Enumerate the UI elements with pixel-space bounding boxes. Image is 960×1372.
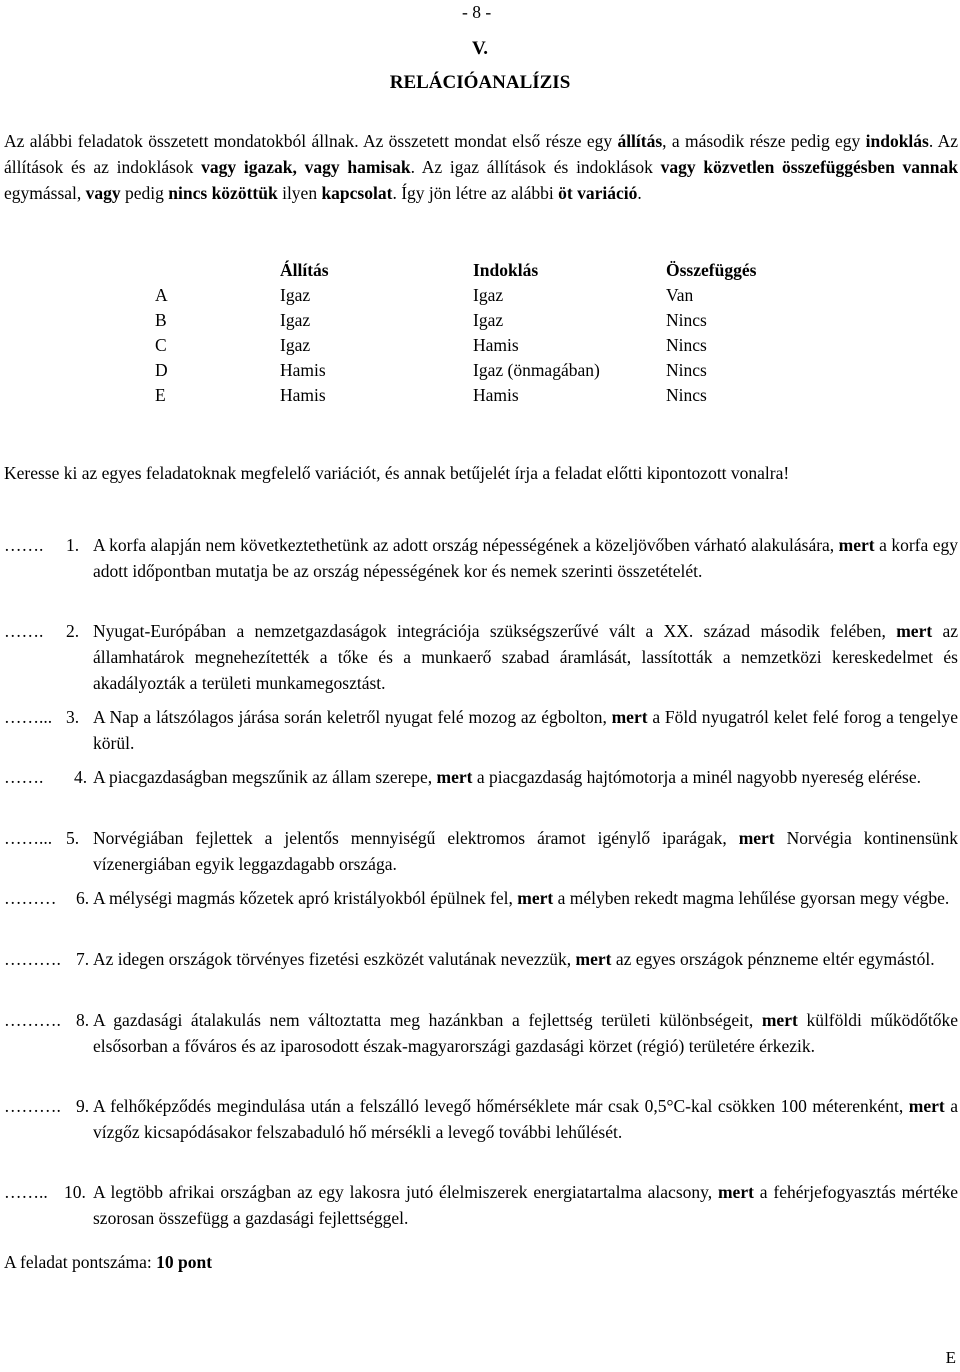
cell-osszefugges: Van <box>666 285 694 305</box>
question-item <box>4 764 958 790</box>
question-text: A gazdasági átalakulás nem változtatta meg hazánkban a fejlettség területi különbségeit, mert külföldi működőtőke elsősorban a főváros és az iparosodott észak-magyarországi gazdasági körzet (régió) területére érkezik. <box>93 1010 958 1056</box>
corner-mark: E <box>945 1348 956 1367</box>
variation-table <box>0 258 960 408</box>
answer-blank[interactable]: …….. <box>4 1182 48 1202</box>
question-item <box>4 1007 958 1059</box>
cell-osszefugges: Nincs <box>666 335 707 355</box>
cell-indoklas: Igaz <box>473 285 504 305</box>
question-number: 2. <box>66 621 80 641</box>
answer-blank[interactable]: ………. <box>4 1096 61 1116</box>
question-text: Az idegen országok törvényes fizetési eszközét valutának nevezzük, mert az egyes országok pénzneme eltér egymástól. <box>93 949 935 969</box>
question-number: 5. <box>66 828 80 848</box>
score-label: A feladat pontszáma: <box>4 1252 157 1272</box>
table-row <box>0 383 960 408</box>
question-item <box>4 825 958 877</box>
question-number: 3. <box>66 707 80 727</box>
answer-blank[interactable]: ……. <box>4 535 44 555</box>
row-letter: C <box>155 335 167 355</box>
question-text: A mélységi magmás kőzetek apró kristályokból épülnek fel, mert a mélyben rekedt magma lehűlése gyorsan megy végbe. <box>93 888 950 908</box>
cell-indoklas: Hamis <box>473 385 519 405</box>
question-item <box>4 1179 958 1231</box>
question-text: Norvégiában fejlettek a jelentős mennyiségű elektromos áramot igénylő iparágak, mert Norvégia kontinensünk vízenergiában egyik leggazdagabb országa. <box>93 828 958 874</box>
table-header-row <box>0 258 960 283</box>
cell-allitas: Igaz <box>280 335 311 355</box>
question-text: A piacgazdaságban megszűnik az állam szerepe, mert a piacgazdaság hajtómotorja a minél nagyobb nyereség elérése. <box>93 767 921 787</box>
cell-allitas: Igaz <box>280 285 311 305</box>
cell-allitas: Hamis <box>280 360 326 380</box>
cell-indoklas: Igaz (önmagában) <box>473 360 600 380</box>
page-number: - 8 - <box>462 2 492 22</box>
row-letter: E <box>155 385 166 405</box>
answer-blank[interactable]: ……... <box>4 707 53 727</box>
score-points: 10 pont <box>156 1252 213 1272</box>
question-item <box>4 704 958 756</box>
question-item <box>4 885 958 911</box>
question-text: A korfa alapján nem következtethetünk az adott ország népességének a közeljövőben várható alakulására, mert a korfa egy adott időpontban mutatja be az ország népességének kor és nemek szerinti összetételét. <box>93 535 958 581</box>
answer-blank[interactable]: ……. <box>4 621 44 641</box>
question-item <box>4 1093 958 1145</box>
table-row <box>0 333 960 358</box>
cell-allitas: Igaz <box>280 310 311 330</box>
question-number: 8. <box>76 1010 90 1030</box>
cell-indoklas: Igaz <box>473 310 504 330</box>
question-number: 7. <box>76 949 90 969</box>
answer-blank[interactable]: ……... <box>4 828 53 848</box>
question-text: Nyugat-Európában a nemzetgazdaságok integrációja szükségszerűvé vált a XX. század második felében, mert az államhatárok megnehezítették a tőke és a munkaerő szabad áramlását, lassították a nemzetközi kereskedelmet és akadályozták a területi munkamegosztást. <box>93 621 959 693</box>
question-number: 4. <box>74 767 88 787</box>
cell-indoklas: Hamis <box>473 335 519 355</box>
question-number: 6. <box>76 888 90 908</box>
intro-paragraph: Az alábbi feladatok összetett mondatokból állnak. Az összetett mondat első része egy állítás, a második része pedig egy indoklás. Az állítások és az indoklások vagy igazak, vagy hamisak. Az igaz állítások és indoklások vagy közvetlen összefüggésben vannak egymással, vagy pedig nincs közöttük ilyen kapcsolat. Így jön létre az alábbi öt variáció. <box>4 131 958 203</box>
question-item <box>4 532 958 584</box>
answer-blank[interactable]: ……. <box>4 767 44 787</box>
question-number: 9. <box>76 1096 90 1116</box>
table-row <box>0 308 960 333</box>
cell-osszefugges: Nincs <box>666 310 707 330</box>
question-number: 1. <box>66 535 80 555</box>
question-text: A Nap a látszólagos járása során keletről nyugat felé mozog az égbolton, mert a Föld nyugatról kelet felé forog a tengelye körül. <box>93 707 958 753</box>
chapter-number: V. <box>471 38 489 59</box>
table-row <box>0 358 960 383</box>
instruction-text: Keresse ki az egyes feladatoknak megfelelő variációt, és annak betűjelét írja a feladat előtti kipontozott vonalra! <box>4 463 790 483</box>
header-allitas: Állítás <box>280 260 329 280</box>
answer-blank[interactable]: ………. <box>4 949 61 969</box>
question-item <box>4 946 958 972</box>
question-text: A felhőképződés megindulása után a felszálló levegő hőmérséklete már csak 0,5°C-kal csökken 100 méterenként, mert a vízgőz kicsapódásakor felszabaduló hő mérsékli a levegő további lehűlését. <box>93 1096 958 1142</box>
header-indoklas: Indoklás <box>473 260 539 280</box>
score-footer <box>4 1252 212 1273</box>
question-text: A legtöbb afrikai országban az egy lakosra jutó élelmiszerek energiatartalma alacsony, mert a fehérjefogyasztás mértéke szorosan összefügg a gazdasági fejlettséggel. <box>93 1182 958 1228</box>
cell-osszefugges: Nincs <box>666 385 707 405</box>
row-letter: B <box>155 310 167 330</box>
row-letter: D <box>155 360 168 380</box>
answer-blank[interactable]: ………. <box>4 1010 61 1030</box>
cell-osszefugges: Nincs <box>666 360 707 380</box>
page-title: RELÁCIÓANALÍZIS <box>389 72 571 93</box>
answer-blank[interactable]: ……… <box>4 888 57 908</box>
table-row <box>0 283 960 308</box>
question-item <box>4 618 958 696</box>
header-osszefugges: Összefüggés <box>666 260 757 280</box>
cell-allitas: Hamis <box>280 385 326 405</box>
question-number: 10. <box>64 1182 86 1202</box>
row-letter: A <box>155 285 168 305</box>
